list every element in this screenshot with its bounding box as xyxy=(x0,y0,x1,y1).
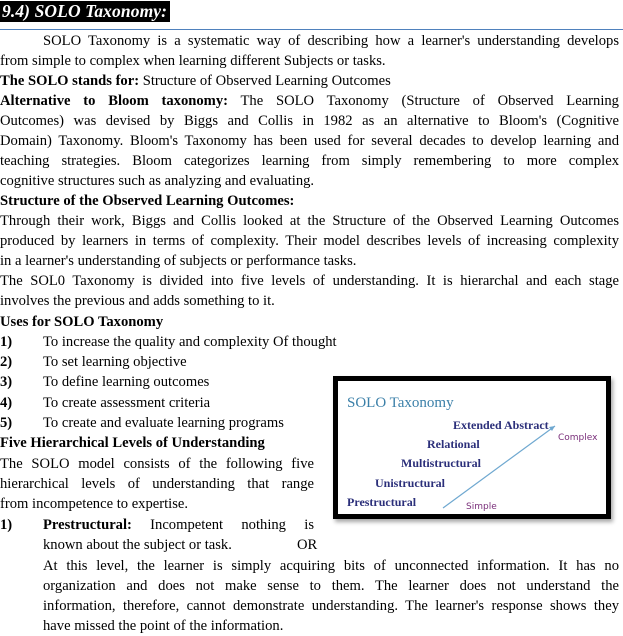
diagram-level-extended-abstract: Extended Abstract xyxy=(453,418,549,432)
section-title-wrap xyxy=(0,1,170,23)
uses-heading xyxy=(0,312,163,332)
uses-item-text: To increase the quality and complexity Of thought xyxy=(43,334,337,350)
structure-heading xyxy=(0,191,294,211)
solo-stands-for xyxy=(0,71,391,91)
uses-item-text: To set learning objective xyxy=(43,354,187,370)
level-item-number: 1) xyxy=(0,517,13,533)
solo-stands-label: The SOLO stands for: xyxy=(0,73,140,89)
intro-line-2: from simple to complex when learning different Subjects or tasks. xyxy=(0,53,386,69)
solo-taxonomy-diagram xyxy=(333,376,611,519)
structure-heading-text: Structure of the Observed Learning Outcomes: xyxy=(0,193,295,209)
alternative-line-4: teaching strategies. Bloom categorizes learning from simply remembering to more complex xyxy=(0,153,619,169)
level-item-line-4: organization and does not make sense to them. The learner does not understand the xyxy=(43,578,619,594)
level-item-line-2: known about the subject or task. xyxy=(43,537,232,553)
diagram-level-unistructural: Unistructural xyxy=(375,476,445,490)
structure-line-3: in a learner's understanding of subjects or performance tasks. xyxy=(0,253,357,269)
level-item-line-3: At this level, the learner is simply acquiring bits of unconnected information. It has no xyxy=(43,558,619,574)
uses-item-number: 4) xyxy=(0,395,13,411)
uses-item-text: To create and evaluate learning programs xyxy=(43,415,284,431)
uses-item-number: 1) xyxy=(0,334,13,350)
alternative-line-2: Outcomes) was devised by Biggs and Collis in 1982 as an alternative to Bloom's (Cognitive xyxy=(0,113,619,129)
levels-heading-text: Five Hierarchical Levels of Understanding xyxy=(0,435,265,451)
level-item-line-5: information, therefore, cannot demonstrate understanding. The learner's response shows they xyxy=(43,598,619,614)
alternative-line-1 xyxy=(0,91,619,111)
uses-item xyxy=(0,393,320,413)
levels-line-1: The SOLO model consists of the following five xyxy=(0,456,314,472)
uses-item-number: 5) xyxy=(0,415,13,431)
uses-item xyxy=(0,352,400,372)
level-item-line-6: have missed the point of the information. xyxy=(43,618,284,634)
diagram-level-prestructural: Prestructural xyxy=(347,495,417,509)
level-item-first-line xyxy=(43,515,314,535)
diagram-simple-label: Simple xyxy=(466,502,497,512)
alternative-text: The SOLO Taxonomy (Structure of Observed Learning xyxy=(228,93,619,109)
uses-item xyxy=(0,332,400,352)
diagram-level-multistructural: Multistructural xyxy=(401,456,481,470)
section-title: 9.4) SOLO Taxonomy: xyxy=(0,1,170,22)
solo-diagram-svg xyxy=(338,381,606,514)
structure-line-1: Through their work, Biggs and Collis looked at the Structure of the Observed Learning Outcomes xyxy=(0,213,619,229)
structure-line-5: involves the previous and adds something to it. xyxy=(0,293,275,309)
alternative-line-3: Domain) Taxonomy. Bloom's Taxonomy has been used for several decades to develop learning and xyxy=(0,133,619,149)
uses-heading-text: Uses for SOLO Taxonomy xyxy=(0,314,164,330)
level-item-label: Prestructural: xyxy=(43,517,132,533)
uses-item xyxy=(0,413,320,433)
levels-line-3: from incompetence to expertise. xyxy=(0,496,189,512)
uses-item-text: To define learning outcomes xyxy=(43,374,210,390)
alternative-line-5: cognitive structures such as analyzing and evaluating. xyxy=(0,173,315,189)
uses-item-number: 3) xyxy=(0,374,13,390)
intro-line-1: SOLO Taxonomy is a systematic way of describing how a learner's understanding develops xyxy=(43,33,619,49)
level-item-or: OR xyxy=(297,537,318,553)
header-rule xyxy=(0,29,623,30)
uses-item-text: To create assessment criteria xyxy=(43,395,211,411)
solo-stands-text: Structure of Observed Learning Outcomes xyxy=(139,73,391,89)
structure-line-4: The SOL0 Taxonomy is divided into five levels of understanding. It is hierarchal and each stage xyxy=(0,273,619,289)
structure-line-2: produced by learners in terms of complexity. Their model describes levels of increasing complexity xyxy=(0,233,619,249)
level-item-prestructural xyxy=(0,515,320,535)
level-item-text: Incompetent nothing is xyxy=(131,517,314,533)
diagram-level-relational: Relational xyxy=(427,437,480,451)
diagram-title: SOLO Taxonomy xyxy=(347,395,454,411)
diagram-complex-label: Complex xyxy=(558,433,598,443)
uses-item xyxy=(0,372,320,392)
levels-heading xyxy=(0,433,265,453)
uses-item-number: 2) xyxy=(0,354,13,370)
levels-line-2: hierarchical levels of understanding that range xyxy=(0,476,314,492)
alternative-label: Alternative to Bloom taxonomy: xyxy=(0,93,228,109)
